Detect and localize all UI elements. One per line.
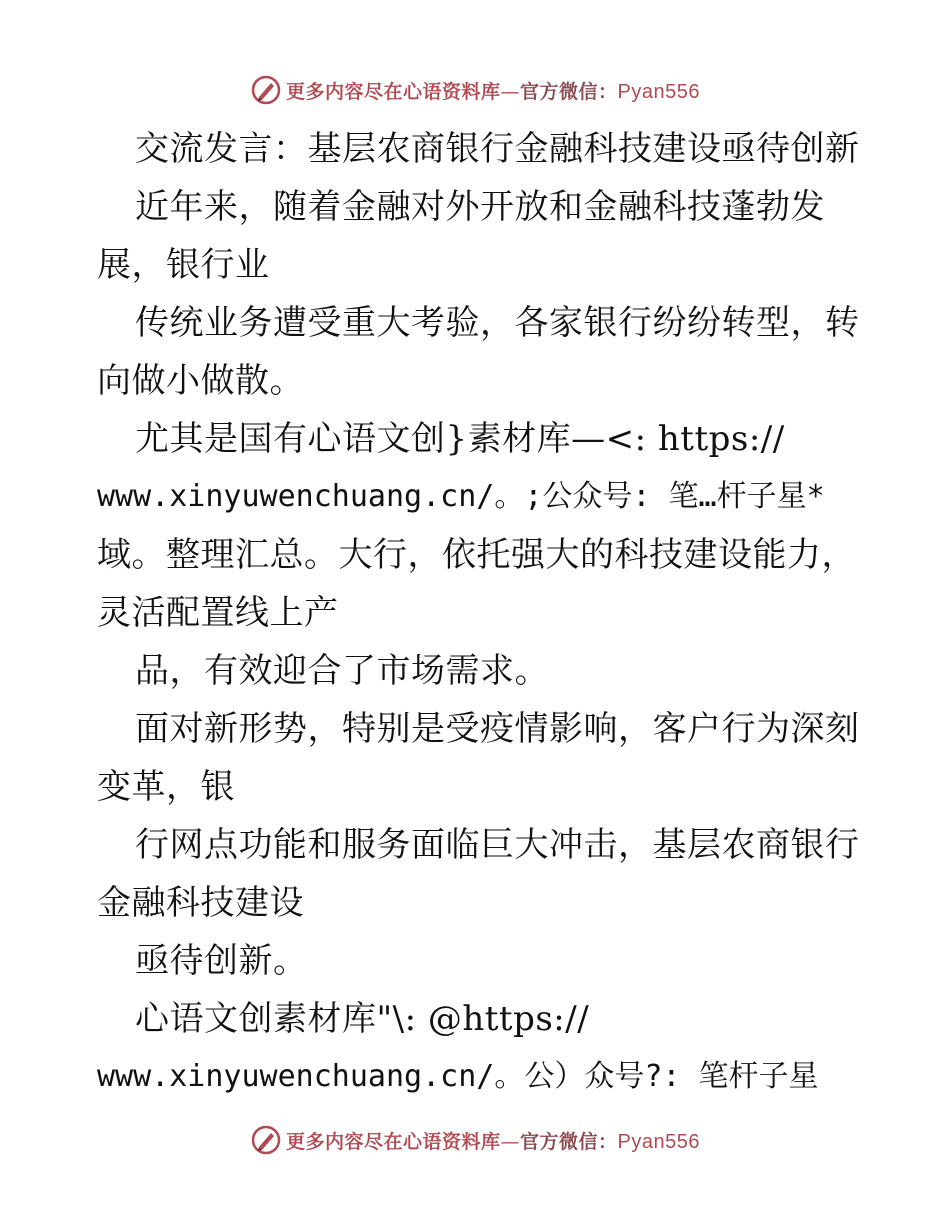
banner-separator: —	[500, 1130, 521, 1153]
banner-label: 官方微信：	[520, 80, 618, 103]
text-line: 心语文创素材库"\: @https://	[135, 999, 590, 1039]
text-line: 面对新形势，特别是受疫情影响，客户行为深刻	[135, 709, 860, 749]
text-line: 展，银行业	[97, 245, 270, 285]
text-line: 域。整理汇总。大行，依托强大的科技建设能力，	[97, 535, 856, 575]
text-line: www.xinyuwenchuang.cn/。;公众号: 笔…杆子星*	[97, 479, 825, 514]
text-line: 近年来，随着金融对外开放和金融科技蓬勃发	[135, 187, 825, 227]
text-line: 亟待创新。	[135, 941, 308, 981]
text-line: 交流发言：基层农商银行金融科技建设亟待创新	[135, 129, 860, 169]
banner-main-text: 更多内容尽在心语资料库	[286, 1130, 501, 1153]
footer-watermark	[0, 1120, 950, 1160]
banner-wechat-id: Pyan556	[617, 1130, 700, 1153]
text-line: 尤其是国有心语文创}素材库—<: https://	[135, 419, 785, 459]
text-line: 向做小做散。	[97, 361, 304, 401]
text-line: 品，有效迎合了市场需求。	[135, 651, 549, 691]
text-line: www.xinyuwenchuang.cn/。公）众号?: 笔杆子星	[97, 1059, 819, 1094]
pen-logo-icon	[250, 1124, 282, 1156]
banner-label: 官方微信：	[520, 1130, 618, 1153]
header-watermark	[0, 70, 950, 110]
text-line: 金融科技建设	[97, 883, 304, 923]
banner-wechat-id: Pyan556	[617, 80, 700, 103]
text-line: 变革，银	[97, 767, 235, 807]
document-body	[97, 120, 860, 1106]
pen-logo-icon	[250, 74, 282, 106]
banner-main-text: 更多内容尽在心语资料库	[286, 80, 501, 103]
text-line: 传统业务遭受重大考验，各家银行纷纷转型，转	[135, 303, 860, 343]
text-line: 行网点功能和服务面临巨大冲击，基层农商银行	[135, 825, 860, 865]
text-line: 灵活配置线上产	[97, 593, 339, 633]
banner-separator: —	[500, 80, 521, 103]
